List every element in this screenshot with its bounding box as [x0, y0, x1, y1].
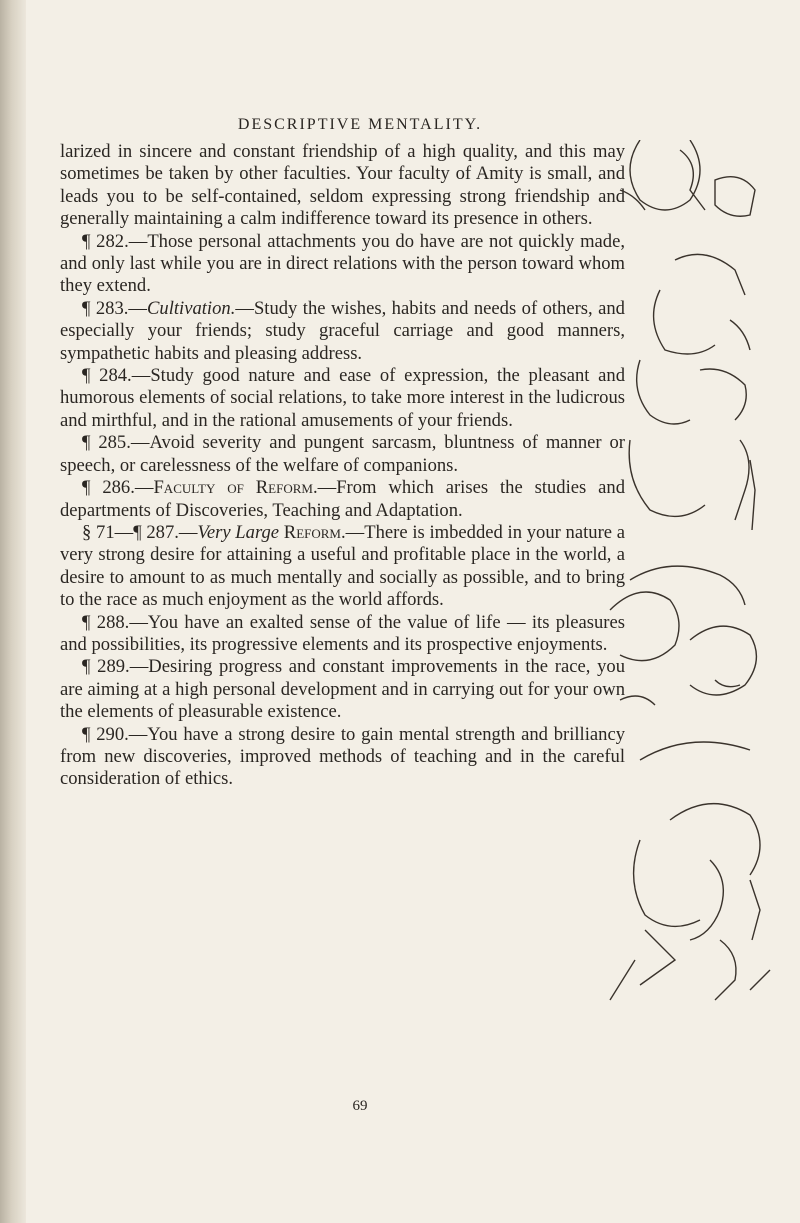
- vignette-heads-top: [620, 140, 755, 216]
- paragraph-286: ¶ 286.—Faculty of Reform.—From which arises the studies and departments of Discoveries, Teaching and Adaptation.: [60, 477, 625, 521]
- page-binding-edge: [0, 0, 26, 1223]
- vignette-figures-middle: [629, 254, 755, 530]
- paragraph-290: ¶ 290.—You have a strong desire to gain mental strength and brilliancy from new discoveries, improved methods of teaching and in the careful consideration of ethics.: [60, 723, 625, 790]
- vignette-figures-bottom: [610, 804, 770, 1000]
- paragraph-289: ¶ 289.—Desiring progress and constant improvements in the race, you are aiming at a high personal development and in carrying out for your own the elements of pleasurable existence.: [60, 656, 625, 723]
- body-text: [60, 141, 625, 791]
- paragraph-283: ¶ 283.—Cultivation.—Study the wishes, habits and needs of others, and especially your friends; study graceful carriage and good manners, sympathetic habits and pleasing address.: [60, 297, 625, 364]
- paragraph-continued: larized in sincere and constant friendship of a high quality, and this may sometimes be taken by other faculties. Your faculty of Amity is small, and leads you to be self-contained, seldom expressing strong friendship and generally maintaining a calm indifference toward its presence in others.: [60, 141, 625, 230]
- paragraph-285: ¶ 285.—Avoid severity and pungent sarcasm, bluntness of manner or speech, or carelessness of the welfare of companions.: [60, 432, 625, 476]
- phrenology-vignettes-icon: [600, 140, 780, 1040]
- page-number: 69: [352, 1098, 368, 1114]
- paragraph-288: ¶ 288.—You have an exalted sense of the value of life — its pleasures and possibilities, its progressive elements and its prospective enjoyments.: [60, 611, 625, 655]
- paragraph-282: ¶ 282.—Those personal attachments you do have are not quickly made, and only last while you are in direct relations with the person toward whom they extend.: [60, 230, 625, 297]
- paragraph-287: § 71—¶ 287.—Very Large Reform.—There is imbedded in your nature a very strong desire for attaining a useful and profitable place in the world, a desire to amount to as much mentally and socially as possible, and to bring to the race as much enjoyment as the world affords.: [60, 521, 625, 611]
- paragraph-284: ¶ 284.—Study good nature and ease of expression, the pleasant and humorous elements of social relations, to take more interest in the ludicrous and mirthful, and in the rational amusements of your friends.: [60, 365, 625, 431]
- running-head: DESCRIPTIVE MENTALITY.: [237, 116, 483, 133]
- vignette-group-center: [610, 566, 756, 760]
